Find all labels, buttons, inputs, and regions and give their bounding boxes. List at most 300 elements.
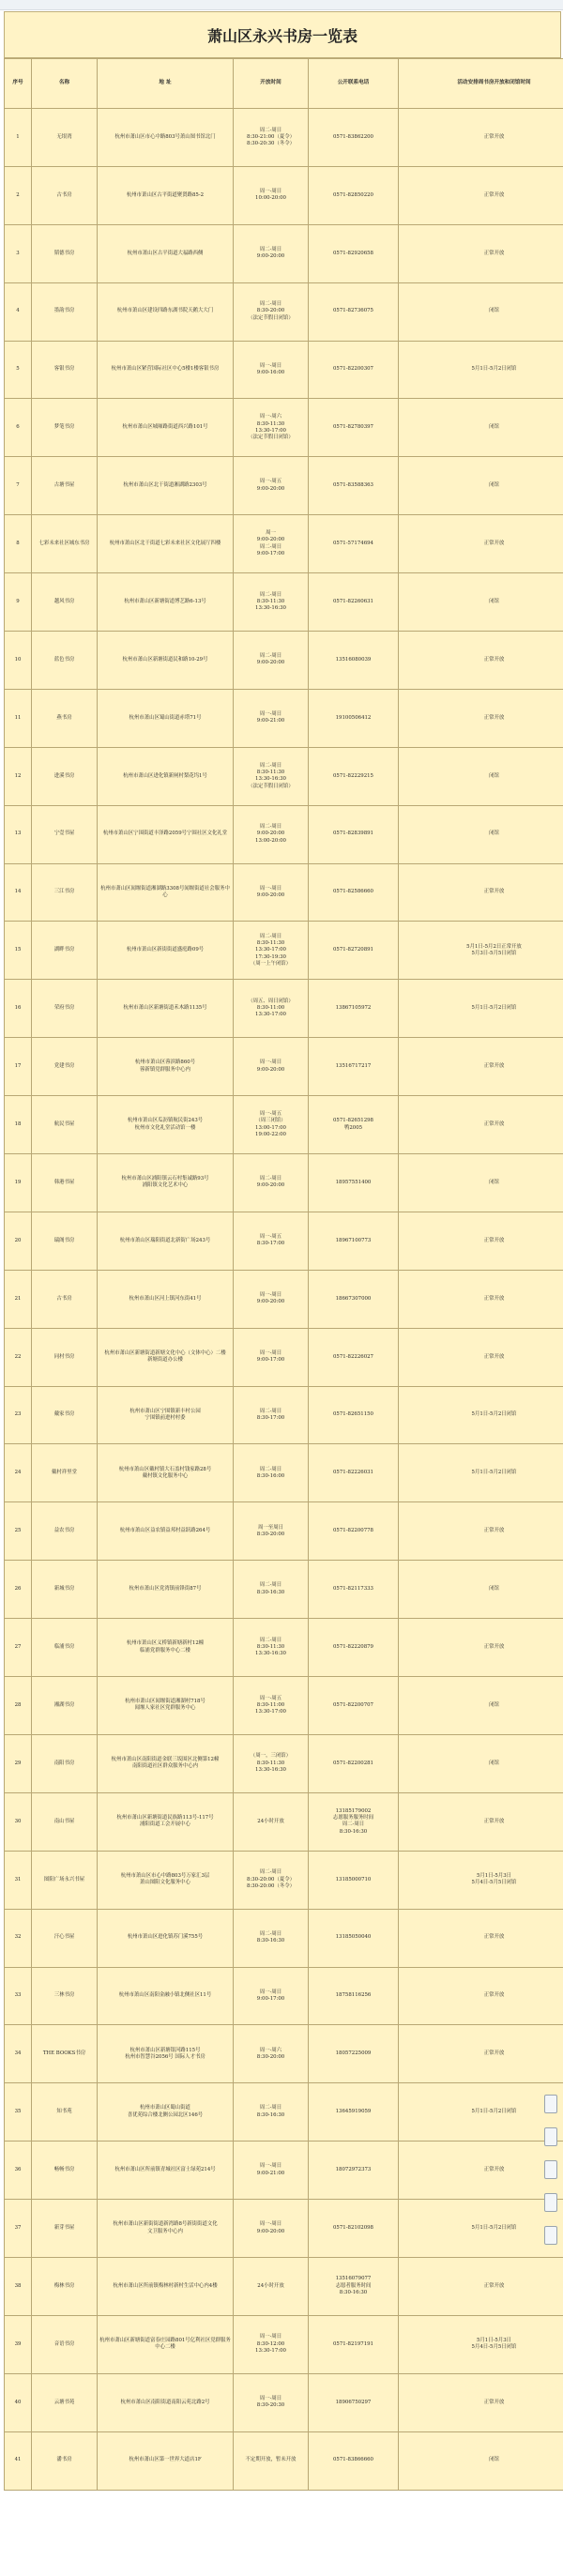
cell-address: 杭州市萧山区宁围街道丰泽路2059号宁围社区文化礼堂 [98,805,234,863]
cell-name: 客银书房 [32,341,98,399]
cell-phone: 0571-82200707 [309,1677,399,1735]
cell-name: 南阳书房 [32,1734,98,1792]
cell-hours: 24小时开放 [234,1792,309,1851]
table-row [5,1677,563,1735]
cell-no: 38 [5,2257,32,2315]
cell-status: 闭馆 [399,1734,563,1792]
cell-phone: 18906750297 [309,2373,399,2431]
cell-no: 12 [5,747,32,805]
cell-address: 杭州市萧山区新塘街道民和路10-29号 [98,632,234,690]
header-status: 活动安排周书房开放和闭馆时间 [399,59,563,109]
cell-no: 29 [5,1734,32,1792]
cell-phone: 13185050040 [309,1909,399,1967]
cell-no: 20 [5,1212,32,1270]
cell-name: 韩港书屋 [32,1154,98,1212]
cell-hours: 周二-周日 8:30-11:30 13:30-16:30 （法定节假日闭馆） [234,747,309,805]
cell-name: 益农书房 [32,1502,98,1561]
cell-name: 瑞阁书房 [32,1212,98,1270]
cell-hours: 周二-周日 8:30-20:00 （法定节假日闭馆） [234,282,309,341]
header-address: 地 址 [98,59,234,109]
cell-hours: 周一-周五 9:00-20:00 [234,457,309,515]
cell-status: 正常开放 [399,2257,563,2315]
table-row [5,1792,563,1851]
table-row [5,457,563,515]
cell-address: 杭州市萧山区所前镇梅林村新村生活中心内4楼 [98,2257,234,2315]
cell-hours: 周二-周日 8:30-16:00 [234,1444,309,1502]
cell-name: 墨韵书房 [32,282,98,341]
cell-address: 杭州市萧山区瓜沥镇航民街243号 杭州市文化礼堂活动馆一楼 [98,1096,234,1154]
cell-phone: 18072972373 [309,2142,399,2200]
cell-name: 七彩未来社区城东书房 [32,515,98,573]
table-row [5,166,563,224]
cell-name: 荣府书房 [32,980,98,1038]
cell-no: 28 [5,1677,32,1735]
cell-status: 正常开放 [399,1096,563,1154]
cell-address: 杭州市萧山区南阳街道金联三坂围区北侧第12幢 南阳街道社区群众服务中心内 [98,1734,234,1792]
cell-status: 5月1日-5月2日闭馆 [399,1444,563,1502]
cell-no: 31 [5,1851,32,1909]
table-row [5,2431,563,2490]
cell-no: 24 [5,1444,32,1502]
cell-name: 湘湖书房 [32,1677,98,1735]
cell-no: 40 [5,2373,32,2431]
cell-hours: 周一-周五 （周三闭馆） 13:00-17:00 19:00-22:00 [234,1096,309,1154]
cell-address: 杭州市萧山区益农镇益邦村益跃路264号 [98,1502,234,1561]
cell-address: 杭州市萧山区紧营国际社区中心5楼1楼客银书房 [98,341,234,399]
table-row [5,1038,563,1096]
cell-hours: 不定期开放，暂未开放 [234,2431,309,2490]
cell-no: 4 [5,282,32,341]
cell-hours: 周一-周日 9:00-17:00 [234,1967,309,2025]
cell-phone: 0571-82780397 [309,399,399,457]
cell-address: 杭州市萧山区北干街道七彩未来社区文化展厅四楼 [98,515,234,573]
cell-name: 戴村祥里堂 [32,1444,98,1502]
cell-status: 正常开放 [399,224,563,282]
cell-status: 正常开放 [399,1909,563,1967]
scroll-handle[interactable] [544,2095,557,2113]
cell-name: 进溪书房 [32,747,98,805]
cell-hours: 周一-周日 9:00-20:00 [234,1270,309,1328]
cell-phone: 13185179002 志愿服务服务时间 周二-周日 8:30-16:30 [309,1792,399,1851]
cell-hours: 周一-周日 8:30-12:00 13:30-17:00 [234,2315,309,2373]
table-row [5,1561,563,1619]
cell-name: 知书苑 [32,2083,98,2142]
cell-name: 云塘书苑 [32,2373,98,2431]
cell-status: 闭馆 [399,2431,563,2490]
cell-phone: 0571-57174694 [309,515,399,573]
cell-status: 正常开放 [399,2373,563,2431]
header-no: 序号 [5,59,32,109]
table-row [5,1328,563,1386]
cell-phone: 18057225009 [309,2025,399,2083]
cell-no: 15 [5,922,32,980]
cell-name: 越风书房 [32,573,98,632]
cell-no: 17 [5,1038,32,1096]
table-header-row [5,59,563,109]
cell-name: 南山书屋 [32,1792,98,1851]
cell-no: 11 [5,689,32,747]
table-row [5,573,563,632]
cell-phone: 0571-82651298 鸭2005 [309,1096,399,1154]
cell-address: 杭州市萧山区新塘街道博艺路6-13号 [98,573,234,632]
cell-phone: 18667307000 [309,1270,399,1328]
cell-no: 32 [5,1909,32,1967]
scroll-handle[interactable] [544,2160,557,2179]
table-row [5,1967,563,2025]
cell-address: 杭州市萧山区市心中路803号萧山图书馆北门 [98,109,234,167]
cell-address: 杭州市萧山区第一世界大道店1F [98,2431,234,2490]
cell-name: 航民书屋 [32,1096,98,1154]
cell-address: 杭州市萧山区宁围镇新丰村公园 宁围镇前进村村委 [98,1386,234,1444]
cell-no: 18 [5,1096,32,1154]
cell-address: 杭州市萧山区新塘街道民族路113号-117号 浦阳街道工会开展中心 [98,1792,234,1851]
cell-name: 潘书房 [32,2431,98,2490]
table-row [5,980,563,1038]
cell-hours: 周一-周日 9:00-16:00 [234,341,309,399]
cell-address: 杭州市萧山区新街街道新湾路8号新街街道文化 文卫服务中心内 [98,2200,234,2258]
cell-status: 正常开放 [399,109,563,167]
cell-hours: 周二-周日 8:30-21:00（夏令） 8:30-20:30（冬令） [234,109,309,167]
cell-phone: 19100506412 [309,689,399,747]
header-phone: 公开联系电话 [309,59,399,109]
cell-address: 杭州市萧山区蜀山街道赤塔71号 [98,689,234,747]
table-row [5,341,563,399]
cell-phone: 0571-82850220 [309,166,399,224]
toolbar-strip [0,0,563,10]
cell-status: 正常开放 [399,1502,563,1561]
cell-hours: 周二-周日 8:30-16:30 [234,1561,309,1619]
table-row [5,2373,563,2431]
cell-name: 湖畔书房 [32,922,98,980]
cell-phone: 0571-82839891 [309,805,399,863]
cell-address: 杭州市萧山区南阳金融小镇北侧社区11号 [98,1967,234,2025]
cell-status: 正常开放 [399,1792,563,1851]
cell-no: 3 [5,224,32,282]
cell-hours: 周二-周日 9:00-20:00 [234,224,309,282]
cell-phone: 13516717217 [309,1038,399,1096]
cell-no: 39 [5,2315,32,2373]
cell-no: 33 [5,1967,32,2025]
cell-no: 10 [5,632,32,690]
cell-no: 16 [5,980,32,1038]
cell-no: 2 [5,166,32,224]
table-row [5,2142,563,2200]
cell-hours: 周一-周五 8:30-11:00 13:30-17:00 [234,1677,309,1735]
table-row [5,2083,563,2142]
cell-status: 正常开放 [399,632,563,690]
cell-name: 新城书房 [32,1561,98,1619]
cell-name: 韬德书房 [32,224,98,282]
cell-address: 杭州市萧山区新塘街道新塘文化中心（文体中心）二楼 新塘街道办公楼 [98,1328,234,1386]
cell-address: 杭州市萧山区浦阳镇云石村集诚路93号 浦阳镇文化艺术中心 [98,1154,234,1212]
cell-hours: 周二-周日 8:30-11:30 13:30-16:30 [234,1619,309,1677]
cell-status: 5月1日-5月2日正常开放 5月3日-5月5日闭馆 [399,922,563,980]
cell-status: 5月1日-5月2日闭馆 [399,1386,563,1444]
cell-phone: 0571-82226031 [309,1444,399,1502]
table-row [5,1444,563,1502]
cell-status: 正常开放 [399,1328,563,1386]
cell-phone: 0571-82586660 [309,863,399,922]
scroll-handle[interactable] [544,2226,557,2245]
cell-address: 杭州市萧山区蜀山街道 喜优苑综合楼北侧公园北区146号 [98,2083,234,2142]
cell-hours: （周五、周日闭馆） 8:30-11:00 13:30-17:00 [234,980,309,1038]
cell-no: 37 [5,2200,32,2258]
cell-phone: 13867105972 [309,980,399,1038]
cell-status: 正常开放 [399,2142,563,2200]
cell-hours: 周一-周日 9:00-20:00 [234,863,309,922]
cell-address: 杭州市萧山区建设四路东湖书院天鹅大大门 [98,282,234,341]
cell-phone: 0571-82220879 [309,1619,399,1677]
table-row [5,224,563,282]
cell-phone: 0571-83866660 [309,2431,399,2490]
table-row [5,632,563,690]
cell-no: 36 [5,2142,32,2200]
cell-status: 正常开放 [399,515,563,573]
cell-phone: 0571-83862200 [309,109,399,167]
cell-status: 闭馆 [399,573,563,632]
cell-status: 5月1日-5月2日闭馆 [399,2200,563,2258]
cell-phone: 0571-82260631 [309,573,399,632]
header-name: 名称 [32,59,98,109]
cell-hours: 周一-周五 8:30-17:00 [234,1212,309,1270]
cell-no: 21 [5,1270,32,1328]
cell-hours: 周一-周六 8:30-20:00 [234,2025,309,2083]
cell-no: 30 [5,1792,32,1851]
cell-name: 临浦书房 [32,1619,98,1677]
cell-hours: 周二-周日 9:00-20:00 [234,632,309,690]
cell-phone: 0571-82920658 [309,224,399,282]
cell-hours: 周一-周日 9:00-20:00 [234,1038,309,1096]
cell-hours: 周一-周日 9:00-17:00 [234,1328,309,1386]
cell-address: 杭州市萧山区闻堰街道湘湖路3308号闻堰街道社会服务中心 [98,863,234,922]
cell-name: THE BOOKS书房 [32,2025,98,2083]
table-row [5,1212,563,1270]
cell-name: 梦笔书房 [32,399,98,457]
cell-phone: 0571-82651150 [309,1386,399,1444]
table-row [5,1909,563,1967]
cell-hours: 周二-周日 8:30-11:30 13:30-17:00 17:30-19:30 （周一上午闭馆） [234,922,309,980]
cell-no: 7 [5,457,32,515]
table-body [5,109,563,2491]
cell-status: 闭馆 [399,1677,563,1735]
cell-name: 畅畅书房 [32,2142,98,2200]
cell-hours: 周一 9:00-20:00 周二-周日 9:00-17:00 [234,515,309,573]
cell-status: 正常开放 [399,2025,563,2083]
cell-phone: 0571-82720891 [309,922,399,980]
table-row [5,2315,563,2373]
cell-name: 古书房 [32,1270,98,1328]
cell-phone: 0571-82200281 [309,1734,399,1792]
cell-status: 正常开放 [399,1038,563,1096]
cell-hours: （周一，三闭馆） 8:30-11:30 13:30-16:30 [234,1734,309,1792]
cell-phone: 18967100773 [309,1212,399,1270]
cell-name: 汗心书屋 [32,1909,98,1967]
cell-name: 戴家书房 [32,1386,98,1444]
cell-address: 杭州市萧山区河上镇河东街41号 [98,1270,234,1328]
cell-status: 闭馆 [399,747,563,805]
cell-no: 27 [5,1619,32,1677]
cell-name: 蓝色书房 [32,632,98,690]
cell-no: 13 [5,805,32,863]
cell-hours: 周一-周日 9:00-20:00 [234,2200,309,2258]
cell-phone: 0571-82197191 [309,2315,399,2373]
table-row [5,805,563,863]
cell-address: 杭州市萧山区进化镇新闸村梨花坞1号 [98,747,234,805]
cell-name: 梅林书房 [32,2257,98,2315]
cell-phone: 0571-82229215 [309,747,399,805]
cell-status: 正常开放 [399,1967,563,2025]
cell-no: 1 [5,109,32,167]
cell-status: 正常开放 [399,166,563,224]
sheet-footer-area [4,2546,561,2574]
cell-name: 无垠湾 [32,109,98,167]
cell-hours: 周一-周日 8:30-20:30 [234,2373,309,2431]
scroll-handle[interactable] [544,2193,557,2212]
cell-address: 杭州市萧山区所前镇青城社区富士绿苑214号 [98,2142,234,2200]
cell-hours: 周一至周日 8:30-20:00 [234,1502,309,1561]
cell-hours: 周一-周日 9:00-21:00 [234,689,309,747]
cell-no: 19 [5,1154,32,1212]
cell-hours: 周二-周日 8:30-11:30 13:30-16:30 [234,573,309,632]
cell-phone: 13645919059 [309,2083,399,2142]
cell-name: 古塘书屋 [32,457,98,515]
cell-status: 闭馆 [399,1561,563,1619]
cell-phone: 18758116256 [309,1967,399,2025]
cell-phone: 18957551400 [309,1154,399,1212]
cell-no: 25 [5,1502,32,1561]
cell-address: 杭州市萧山区新塘街道富春庄园路801号亿利社区党群服务中心二楼 [98,2315,234,2373]
table-row [5,689,563,747]
table-row [5,863,563,922]
scroll-handle[interactable] [544,2127,557,2146]
cell-name: 图阳广场永兴书屋 [32,1851,98,1909]
cell-no: 22 [5,1328,32,1386]
bookroom-table [4,58,563,2491]
table-row [5,282,563,341]
cell-status: 闭馆 [399,1154,563,1212]
table-row [5,399,563,457]
cell-address: 杭州市萧山区新塘银河路115号 杭州市智慧谷2056号 国际人才书房 [98,2025,234,2083]
cell-name: 音语书房 [32,2315,98,2373]
cell-hours: 周一-周日 10:00-20:00 [234,166,309,224]
cell-status: 正常开放 [399,1212,563,1270]
cell-phone: 13516080039 [309,632,399,690]
cell-name: 宁壹书屋 [32,805,98,863]
table-row [5,1502,563,1561]
cell-status: 正常开放 [399,1619,563,1677]
cell-address: 杭州市萧山区南阳街道南阳云苑北路2号 [98,2373,234,2431]
cell-hours: 周一-周六 8:30-11:30 13:30-17:00 （法定节假日闭馆） [234,399,309,457]
cell-no: 14 [5,863,32,922]
cell-status: 5月1日-5月2日闭馆 [399,980,563,1038]
cell-no: 23 [5,1386,32,1444]
cell-phone: 0571-82736075 [309,282,399,341]
cell-name: 三林书房 [32,1967,98,2025]
cell-status: 5月1日-5月3日 5月4日-5月5日闭馆 [399,2315,563,2373]
table-row [5,1851,563,1909]
cell-address: 杭州市萧山区闻堰街道湘湖村718号 闻堰人家社区党群服务中心 [98,1677,234,1735]
cell-status: 正常开放 [399,1270,563,1328]
cell-address: 杭州市萧山区义桥镇新塘新村12幢 临浦党群服务中心二楼 [98,1619,234,1677]
table-row [5,922,563,980]
cell-phone: 0571-82200778 [309,1502,399,1561]
table-row [5,1386,563,1444]
cell-no: 35 [5,2083,32,2142]
cell-hours: 周二-周日 8:30-17:00 [234,1386,309,1444]
cell-status: 5月1日-5月3日 5月4日-5月5日闭馆 [399,1851,563,1909]
cell-address: 杭州市萧山区蓉滨路860号 蓉新镇党群服务中心内 [98,1038,234,1096]
cell-hours: 周二-周日 9:00-20:00 13:00-20:00 [234,805,309,863]
cell-phone: 13516079077 志愿者服务时间 8:30-16:30 [309,2257,399,2315]
cell-name: 新芽书屋 [32,2200,98,2258]
cell-address: 杭州市萧山区瑞阳街道北新街广场243号 [98,1212,234,1270]
cell-name: 三江书房 [32,863,98,922]
cell-address: 杭州市萧山区北干街道湘湖路2303号 [98,457,234,515]
cell-address: 杭州市萧山区古平街道聚贤路85-2 [98,166,234,224]
cell-status: 正常开放 [399,863,563,922]
table-row [5,109,563,167]
table-row [5,1619,563,1677]
cell-address: 杭州市萧山区党湾镇前锋街87号 [98,1561,234,1619]
cell-address: 杭州市萧山区城厢路街道西兴路101号 [98,399,234,457]
cell-address: 杭州市萧山区新塘街道禾木路1135号 [98,980,234,1038]
cell-name: 古书房 [32,166,98,224]
cell-hours: 周二-周日 8:30-16:30 [234,1909,309,1967]
table-row [5,2257,563,2315]
cell-name: 党建书房 [32,1038,98,1096]
cell-phone: 0571-82117333 [309,1561,399,1619]
cell-status: 5月1日-5月2日闭馆 [399,341,563,399]
cell-status: 闭馆 [399,805,563,863]
cell-hours: 24小时开放 [234,2257,309,2315]
cell-no: 8 [5,515,32,573]
cell-address: 杭州市萧山区古平街道大福路西侧 [98,224,234,282]
cell-phone: 0571-82226027 [309,1328,399,1386]
table-row [5,1096,563,1154]
cell-phone: 0571-83588363 [309,457,399,515]
header-hours: 开放时间 [234,59,309,109]
cell-hours: 周二-周日 8:30-20:00（夏令） 8:30-20:00（冬令） [234,1851,309,1909]
cell-status: 5月1日-5月2日闭馆 [399,2083,563,2142]
cell-no: 34 [5,2025,32,2083]
cell-hours: 周二-周日 9:00-20:00 [234,1154,309,1212]
cell-no: 9 [5,573,32,632]
cell-phone: 0571-82102098 [309,2200,399,2258]
table-row [5,1734,563,1792]
cell-address: 杭州市萧山区戴村镇大石盖村钱家路28号 戴村镇文化服务中心 [98,1444,234,1502]
cell-status: 正常开放 [399,689,563,747]
cell-no: 26 [5,1561,32,1619]
cell-status: 闭馆 [399,399,563,457]
cell-status: 闭馆 [399,282,563,341]
table-row [5,515,563,573]
cell-phone: 13185000710 [309,1851,399,1909]
cell-hours: 周二-周日 8:30-16:30 [234,2083,309,2142]
cell-no: 41 [5,2431,32,2490]
cell-status: 闭馆 [399,457,563,515]
cell-address: 杭州市萧山区市心中路803号万家汇3层 萧山图阳文化服务中心 [98,1851,234,1909]
table-row [5,2025,563,2083]
cell-hours: 周一-周日 9:00-21:00 [234,2142,309,2200]
cell-name: 同村书房 [32,1328,98,1386]
table-row [5,2200,563,2258]
cell-name: 燕书房 [32,689,98,747]
cell-address: 杭州市萧山区进化镇苏门溪755号 [98,1909,234,1967]
table-row [5,1154,563,1212]
cell-phone: 0571-82200307 [309,341,399,399]
table-row [5,747,563,805]
table-row [5,1270,563,1328]
